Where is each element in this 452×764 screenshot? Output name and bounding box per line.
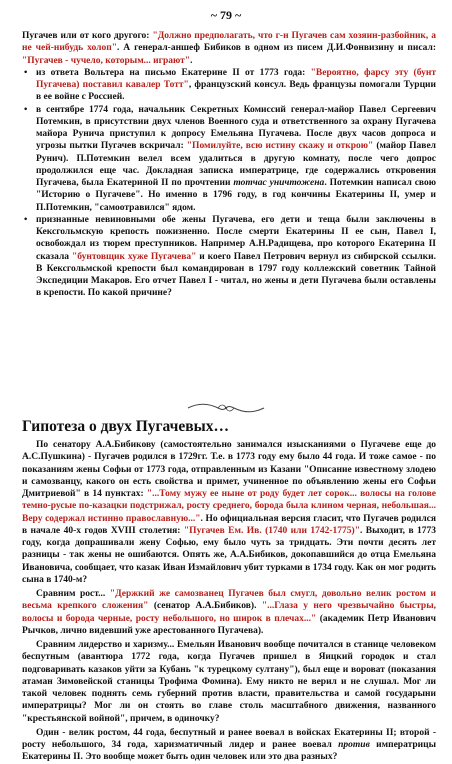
text-run: и коего Павел Петрович вернул из сибирской ссылки. В Кексгольмской крепости был командирован в 1797 году коллежский советник Тайной Экспедиции Макаров. Его отчет Павел I - читал, но жены и дети Пугачева были оставлены в крепости. По какой причине? <box>36 251 436 299</box>
ornament-divider <box>186 401 266 415</box>
text-run: (сенатор А.А.Бибиков). <box>148 601 262 612</box>
top-text-block <box>22 30 436 300</box>
quote-red: "Должно предполагать, что г-н Пугачев сам хозяин-разбойник, а не чей-нибудь холоп" <box>22 31 436 54</box>
text-run: . Потемкин написал свою "Историю о Пугачеве". Но именно в 1796 году, в год кончины Екатерины II, умер и П.Потемкин, "самоотравился" ядом. <box>36 178 437 213</box>
paragraph <box>22 727 436 764</box>
quote-red: "...Тому мужу ее ныне от роду будет лет сорок... волосы на голове темно-русые по-казацки подстрижал, росту среднего, борода была клином черная, небольшая... Веру содержал истинно православную..." <box>22 489 436 524</box>
text-run: . Но официальная версия гласит, что Пугачев родился в начале 40-х годов XVIII столетия: <box>22 513 436 536</box>
bullet-list <box>22 67 436 300</box>
paragraph <box>22 439 436 586</box>
quote-red: "Вероятно, фарсу эту (бунт Пугачева) поставил кавалер Тотт" <box>36 67 436 90</box>
paragraph <box>22 588 436 637</box>
text-run: По сенатору А.А.Бибикову (самостоятельно занимался изысканиями о Пугачеве еще до А.С.Пушкина) - Пугачев родился в 1729гг. Т.е. в 1773 году ему было 44 года. И тоже самое - по показаниям жены Софьи от 1773 года, отправленным из Казани "Описание известному злодею и самозванцу, какого он есть свойства и примет, учиненное по объявлению жены его Софьи Дмитриевой" в 14 пунктах: <box>22 440 436 499</box>
text-run: в сентябре 1774 года, начальник Секретных Комиссий генерал-майор Павел Сергеевич Потемкин, в присутствии двух членов Военного суда и ответственного за охрану Пугачева майора Рунича приступил к допросу Емельяна Пугачева. После двух часов допроса и угрозы пытки Пугачев вскричал: <box>36 104 436 152</box>
quote-red: "Держкий же самозванец Пугачев был смугл, довольно велик ростом и весьма крепкого сложения" <box>22 589 436 612</box>
text-run: Один - велик ростом, 44 года, беспутный и ранее воевал в войсках Екатерины II; второй - росту небольшого, 34 года, харизматичный лидер и ранее воевал <box>22 727 436 750</box>
section-heading: Гипотеза о двух Пугачевых… <box>22 418 230 435</box>
text-run: , французский консул. Ведь французы помогали Турции в ее войне с Россией. <box>36 80 436 103</box>
paragraph <box>22 30 436 67</box>
bullet-item <box>22 214 436 300</box>
quote-red: "Пугачев - чучело, которым... играют" <box>22 55 191 66</box>
paragraph: Сравним лидерство и харизму... Емельян Иванович вообще почитался в станице человеком беспутным (авантюра 1772 года, когда Пугачев пришел в Яицкий городок и стал подговаривать казаков уйти за Кубань "к турецкому султану"), был еще и вороват (показания атаман Зимовейской станицы Трофима Фомина). Ему никто не верил и не слушал. Мог ли такой человек поднять семь губерний против власти, правительства и самой государыни императрицы? Мог ли он стоять во главе столь масштабного движения, названного "крестьянской войной", причем, в одиночку? <box>22 640 436 724</box>
quote-red: "Помилуйте, всю истину скажу и открою" <box>186 141 374 152</box>
quote-red: "...Глаза у него чрезвычайно быстры, волосы и борода черные, росту небольшого, но широк в плечах..." <box>22 601 436 624</box>
text-run: . <box>190 55 193 66</box>
text-run: (академик Петр Иванович Рычков, лично видевший уже арестованного Пугачева). <box>22 613 436 636</box>
text-run: Пугачев или от кого другого: <box>22 31 153 41</box>
text-run: из ответа Вольтера на письмо Екатерине II от 1773 года: <box>36 67 311 78</box>
text-run: императрицы Екатерины II. Это вообще может быть один человек или это два разных? <box>22 740 437 763</box>
text-run: . Выходит, в 1773 году, когда допрашивали жену Софью, ему было чуть за тридцать. Эти почти десять лет разницы - так жены не ошибаются. Опять же, А.А.Бибиков, докопавшийся до отца Емельяна Ивановича, сообщает, что казак Иван Измайлович убит турками в 1734 году. Как он мог родить сына в 1740-м? <box>22 525 437 585</box>
page-number: ~ 79 ~ <box>210 8 242 22</box>
bottom-text-block <box>22 439 436 764</box>
quote-red: "Пугачев Ем. Ив. (1740 или 1742-1775)" <box>183 525 360 536</box>
italic-text: тотчас уничтожена <box>233 178 325 188</box>
italic-text: против <box>338 740 370 750</box>
bullet-item <box>22 67 436 104</box>
bullet-item <box>22 104 436 214</box>
quote-red: "бунтовщик хуже Пугачева" <box>71 251 197 262</box>
text-run: (майор Павел Рунич). П.Потемкин велел всем удалиться в другую комнату, после чего допрос продолжился еще час. Докладная записка императрице, где содержались откровения Пугачева, была Екатериной II по прочтении <box>36 141 436 188</box>
text-run: признанные невиновными обе жены Пугачева, его дети и теща были заключены в Кексгольмскую крепость пожизненно. После смерти Екатерины II ее сын, Павел I, освобождал из тюрем преступников. Например А.Н.Радищева, про которого Екатерина II сказала <box>36 214 436 262</box>
text-run: Сравним рост... <box>36 589 110 599</box>
text-run: . А генерал-аншеф Бибиков в одном из писем Д.И.Фонвизину и писал: <box>116 43 436 54</box>
